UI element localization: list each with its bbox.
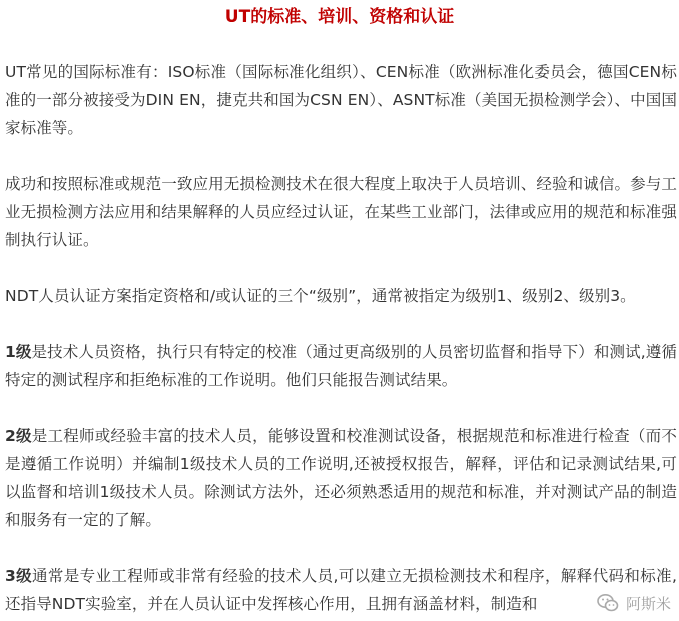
level-3-label: 3级 bbox=[5, 567, 33, 585]
article-content bbox=[5, 58, 677, 621]
paragraph-level-2 bbox=[5, 422, 677, 534]
level-2-text: 是工程师或经验丰富的技术人员，能够设置和校准测试设备，根据规范和标准进行检查（而不是遵循工作说明）并编制1级技术人员的工作说明,还被授权报告，解释，评估和记录测试结果,可以监督和培训1级技术人员。除测试方法外，还必须熟悉适用的规范和标准，并对测试产品的制造和服务有一定的了解。 bbox=[5, 427, 677, 529]
paragraph-certification-levels: NDT人员认证方案指定资格和/或认证的三个“级别”，通常被指定为级别1、级别2、级别3。 bbox=[5, 287, 636, 305]
level-1-text: 是技术人员资格，执行只有特定的校准（通过更高级别的人员密切监督和指导下）和测试,遵循特定的测试程序和拒绝标准的工作说明。他们只能报告测试结果。 bbox=[5, 343, 677, 389]
paragraph-standards: UT常见的国际标准有：ISO标准（国际标准化组织）、CEN标准（欧洲标准化委员会，德国CEN标准的一部分被接受为DIN EN，捷克共和国为CSN EN）、ASNT标准（美国无损检测学会）、中国国家标准等。 bbox=[5, 63, 677, 137]
article-title: UT的标准、培训、资格和认证 bbox=[224, 7, 455, 27]
level-3-text: 通常是专业工程师或非常有经验的技术人员,可以建立无损检测技术和程序，解释代码和标准,还指导NDT实验室，并在人员认证中发挥核心作用，且拥有涵盖材料，制造和 bbox=[5, 567, 677, 613]
watermark bbox=[596, 591, 671, 615]
wechat-icon bbox=[596, 591, 620, 615]
paragraph-training: 成功和按照标准或规范一致应用无损检测技术在很大程度上取决于人员培训、经验和诚信。参与工业无损检测方法应用和结果解释的人员应经过认证，在某些工业部门，法律或应用的规范和标准强制执行认证。 bbox=[5, 175, 677, 249]
paragraph-level-1 bbox=[5, 338, 677, 394]
watermark-text: 阿斯米 bbox=[625, 594, 671, 613]
level-1-label: 1级 bbox=[5, 343, 32, 361]
paragraph-level-3 bbox=[5, 562, 677, 618]
level-2-label: 2级 bbox=[5, 427, 32, 445]
